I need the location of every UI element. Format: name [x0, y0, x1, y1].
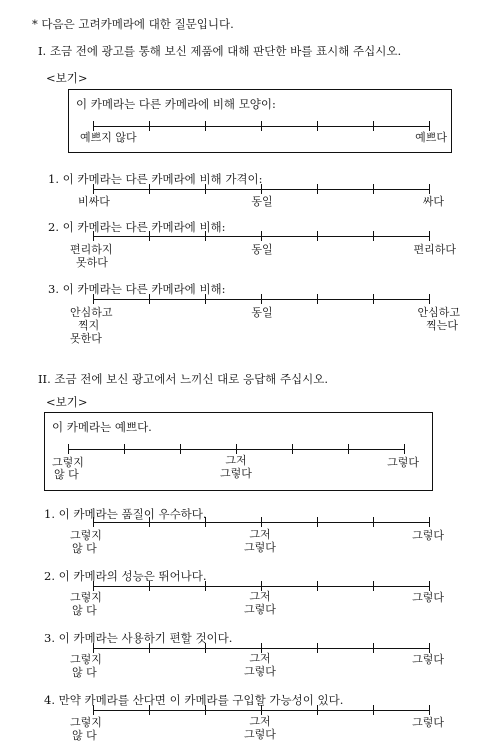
- part2-item3-question: 3. 이 카메라는 사용하기 편할 것이다.: [44, 631, 233, 645]
- part1-item3-right-label-1: 안심하고: [417, 306, 460, 319]
- scale-tick: [373, 294, 374, 304]
- scale-tick: [373, 705, 374, 715]
- scale-tick: [205, 581, 206, 591]
- scale-tick: [261, 517, 262, 527]
- scale-tick: [348, 444, 349, 454]
- part2-item3-mid-label-1: 그저: [249, 652, 271, 665]
- part1-item3-left-label-2: 찍지: [78, 319, 100, 332]
- part2-example-label: <보기>: [46, 395, 88, 409]
- part1-item2-left-label-2: 못하다: [76, 256, 108, 269]
- scale-tick: [317, 643, 318, 653]
- part2-item4-question: 4. 만약 카메라를 산다면 이 카메라를 구입할 가능성이 있다.: [44, 693, 344, 707]
- part1-item3-left-label-3: 못한다: [70, 332, 102, 345]
- part2-item4-left-label-2: 않 다: [72, 729, 97, 742]
- part2-item1-left-label-1: 그렇지: [70, 529, 102, 542]
- scale-tick: [261, 121, 262, 131]
- part1-item3-question: 3. 이 카메라는 다른 카메라에 비해:: [48, 282, 226, 296]
- scale-tick: [261, 581, 262, 591]
- part1-item3-left-label-1: 안심하고: [70, 306, 113, 319]
- scale-tick: [149, 517, 150, 527]
- scale-tick: [373, 517, 374, 527]
- part1-heading: I. 조금 전에 광고를 통해 보신 제품에 대해 판단한 바를 표시해 주십시오.: [38, 44, 402, 58]
- scale-tick: [373, 581, 374, 591]
- part2-item4-right-label: 그렇다: [412, 716, 444, 729]
- part2-item1-mid-label-1: 그저: [249, 528, 271, 541]
- part2-item3-left-label-2: 않 다: [72, 666, 97, 679]
- scale-tick: [429, 517, 430, 527]
- part1-item3-right-label-2: 찍는다: [426, 319, 458, 332]
- scale-tick: [205, 643, 206, 653]
- part1-example-question: 이 카메라는 다른 카메라에 비해 모양이:: [76, 97, 276, 111]
- scale-tick: [205, 184, 206, 194]
- scale-tick: [124, 444, 125, 454]
- scale-tick: [292, 444, 293, 454]
- part2-item2-mid-label-2: 그렇다: [244, 603, 276, 616]
- part2-item2-left-label-1: 그렇지: [70, 591, 102, 604]
- part1-example-left-label: 예쁘지 않다: [80, 131, 137, 144]
- part2-example-left-label-2: 않 다: [54, 468, 79, 481]
- scale-tick: [429, 184, 430, 194]
- scale-tick: [93, 643, 94, 653]
- part2-item4-mid-label-2: 그렇다: [244, 728, 276, 741]
- part1-example-right-label: 예쁘다: [415, 131, 447, 144]
- scale-tick: [317, 581, 318, 591]
- scale-tick: [205, 231, 206, 241]
- scale-tick: [93, 705, 94, 715]
- part1-item2-left-label-1: 편리하지: [70, 243, 113, 256]
- intro-text: * 다음은 고려카메라에 대한 질문입니다.: [32, 17, 234, 31]
- scale-tick: [149, 643, 150, 653]
- scale-tick: [205, 294, 206, 304]
- scale-tick: [429, 294, 430, 304]
- part2-item2-mid-label-1: 그저: [249, 590, 271, 603]
- scale-tick: [261, 184, 262, 194]
- scale-tick: [149, 121, 150, 131]
- part2-example-question: 이 카메라는 예쁘다.: [52, 420, 152, 434]
- scale-tick: [317, 184, 318, 194]
- scale-tick: [93, 121, 94, 131]
- scale-tick: [93, 184, 94, 194]
- part2-item1-left-label-2: 않 다: [72, 542, 97, 555]
- part1-item3-mid-label: 동일: [251, 306, 273, 319]
- scale-tick: [93, 294, 94, 304]
- part1-item2-question: 2. 이 카메라는 다른 카메라에 비해:: [48, 220, 226, 234]
- part1-example-label: <보기>: [46, 71, 88, 85]
- scale-tick: [93, 231, 94, 241]
- scale-tick: [317, 517, 318, 527]
- part2-item4-left-label-1: 그렇지: [70, 716, 102, 729]
- part2-item3-mid-label-2: 그렇다: [244, 665, 276, 678]
- part2-item2-question: 2. 이 카메라의 성능은 뛰어나다.: [44, 569, 207, 583]
- scale-tick: [205, 121, 206, 131]
- scale-tick: [149, 294, 150, 304]
- part1-item1-question: 1. 이 카메라는 다른 카메라에 비해 가격이:: [48, 172, 263, 186]
- scale-tick: [205, 517, 206, 527]
- part2-heading: II. 조금 전에 보신 광고에서 느끼신 대로 응답해 주십시오.: [38, 372, 329, 386]
- scale-tick: [261, 705, 262, 715]
- scale-tick: [205, 705, 206, 715]
- part1-item2-right-label: 편리하다: [413, 243, 456, 256]
- part2-item3-right-label: 그렇다: [412, 653, 444, 666]
- scale-tick: [236, 444, 237, 454]
- scale-tick: [429, 581, 430, 591]
- part2-item3-left-label-1: 그렇지: [70, 653, 102, 666]
- part2-item4-mid-label-1: 그저: [249, 715, 271, 728]
- part2-example-mid-label-1: 그저: [225, 454, 247, 467]
- part2-item1-right-label: 그렇다: [412, 529, 444, 542]
- scale-tick: [261, 294, 262, 304]
- scale-tick: [261, 231, 262, 241]
- scale-tick: [373, 121, 374, 131]
- scale-tick: [149, 231, 150, 241]
- scale-tick: [429, 121, 430, 131]
- part2-item2-right-label: 그렇다: [412, 591, 444, 604]
- scale-tick: [261, 643, 262, 653]
- scale-tick: [149, 581, 150, 591]
- scale-tick: [429, 643, 430, 653]
- part2-item1-mid-label-2: 그렇다: [244, 541, 276, 554]
- scale-tick: [317, 294, 318, 304]
- scale-tick: [149, 184, 150, 194]
- scale-tick: [317, 705, 318, 715]
- scale-tick: [317, 121, 318, 131]
- scale-tick: [373, 643, 374, 653]
- scale-tick: [93, 517, 94, 527]
- part1-item1-mid-label: 동일: [251, 195, 273, 208]
- part2-example-mid-label-2: 그렇다: [220, 467, 252, 480]
- scale-tick: [429, 231, 430, 241]
- scale-tick: [180, 444, 181, 454]
- scale-tick: [373, 231, 374, 241]
- scale-tick: [404, 444, 405, 454]
- part1-item1-right-label: 싸다: [422, 195, 444, 208]
- scale-tick: [373, 184, 374, 194]
- part2-item1-question: 1. 이 카메라는 품질이 우수하다.: [44, 507, 207, 521]
- scale-tick: [68, 444, 69, 454]
- part2-item2-left-label-2: 않 다: [72, 604, 97, 617]
- scale-tick: [93, 581, 94, 591]
- scale-tick: [429, 705, 430, 715]
- part1-item1-left-label: 비싸다: [78, 195, 110, 208]
- part2-example-right-label: 그렇다: [387, 456, 419, 469]
- part2-example-left-label-1: 그렇지: [52, 456, 84, 469]
- part1-item2-mid-label: 동일: [251, 243, 273, 256]
- scale-tick: [317, 231, 318, 241]
- scale-tick: [149, 705, 150, 715]
